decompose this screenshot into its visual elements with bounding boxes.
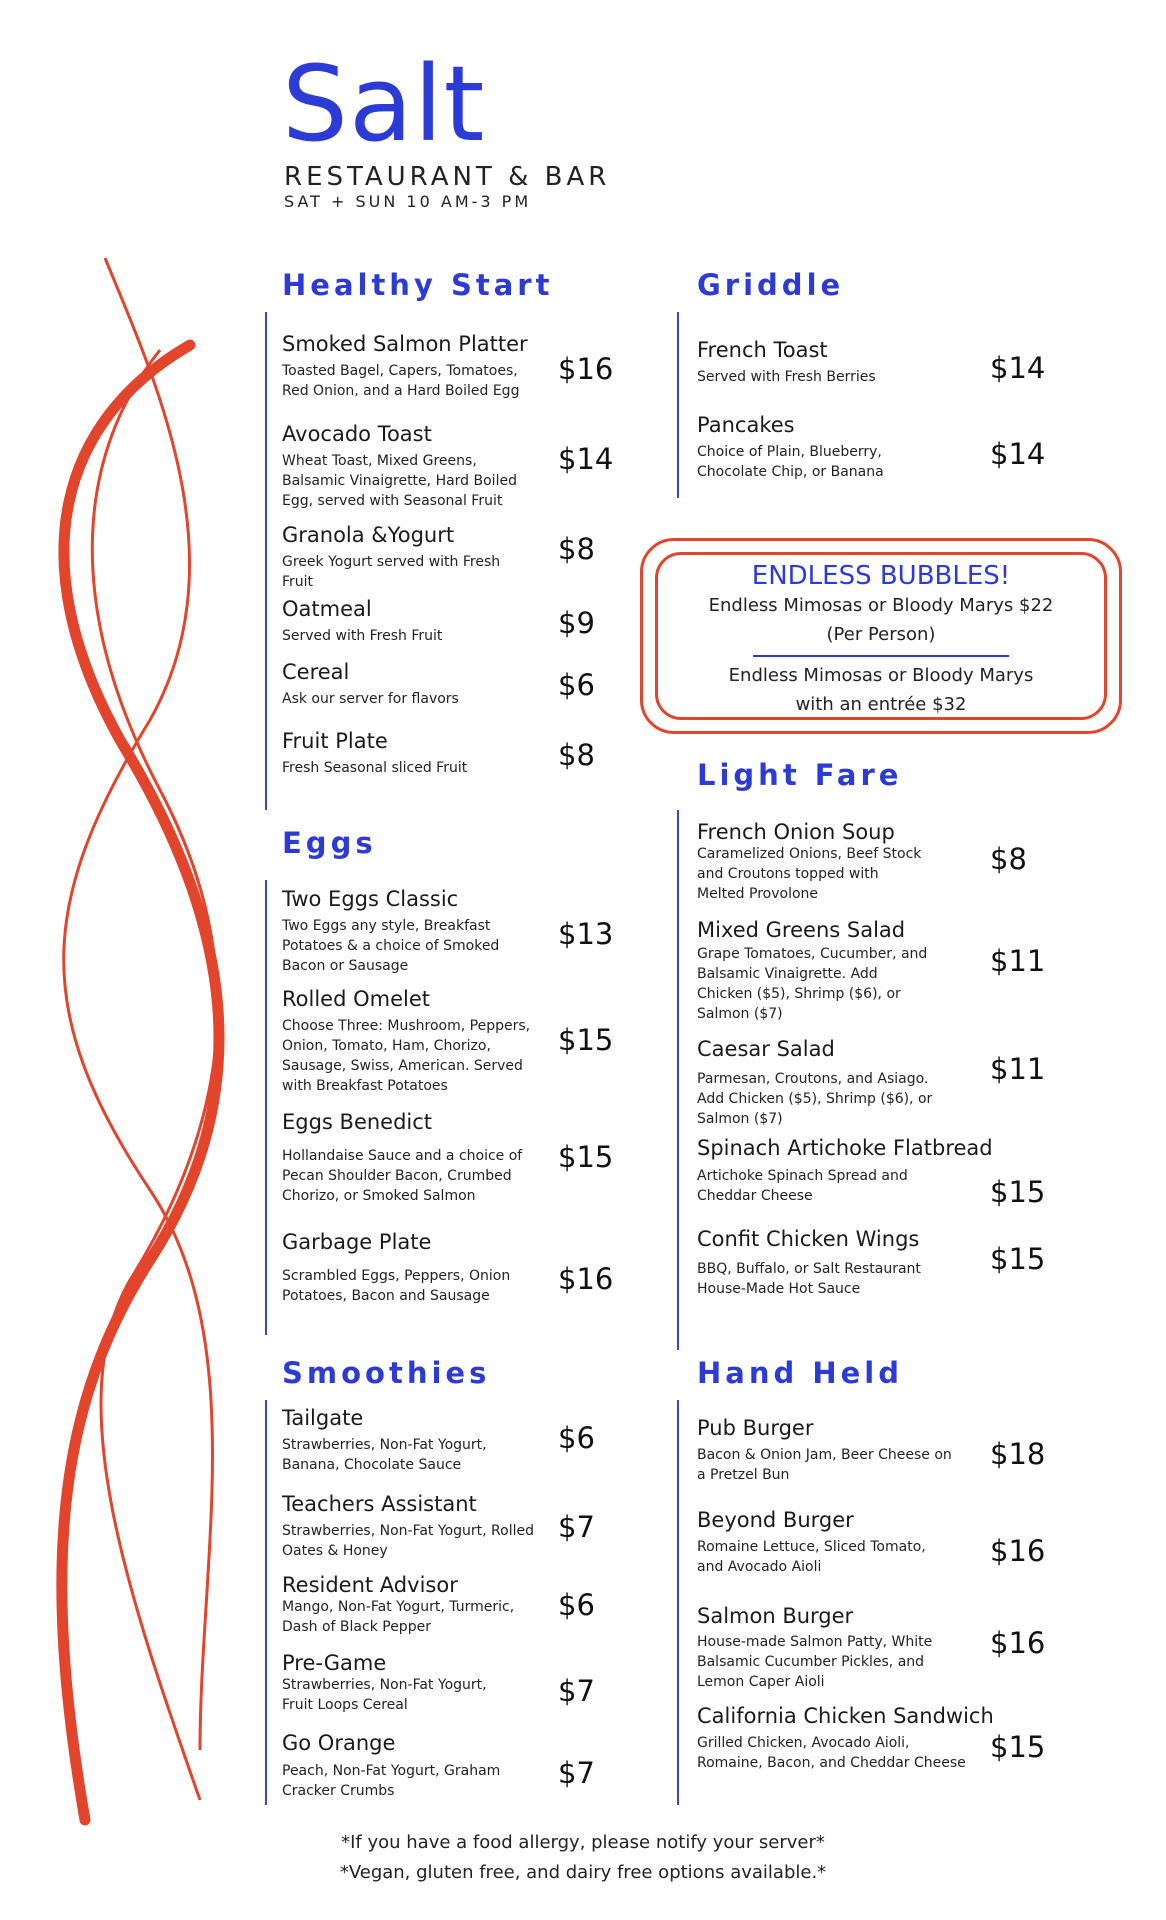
item-price: $14	[990, 437, 1046, 471]
menu-item	[282, 523, 532, 592]
restaurant-subtitle: RESTAURANT & BAR	[284, 162, 611, 192]
item-description: House-made Salmon Patty, White Balsamic Cucumber Pickles, and Lemon Caper Aioli	[697, 1634, 933, 1690]
item-name: French Toast	[697, 338, 828, 362]
item-description: Choose Three: Mushroom, Peppers, Onion, Tomato, Ham, Chorizo, Sausage, Swiss, American. Served with Breakfast Potatoes	[282, 1018, 531, 1094]
item-name: Eggs Benedict	[282, 1110, 433, 1134]
item-description: Romaine Lettuce, Sliced Tomato, and Avocado Aioli	[697, 1539, 926, 1575]
item-price: $15	[990, 1730, 1046, 1764]
item-price: $15	[558, 1023, 614, 1057]
section-title-light-fare: Light Fare	[697, 758, 903, 792]
item-price: $8	[558, 738, 595, 772]
item-price: $16	[558, 1262, 614, 1296]
item-description: Toasted Bagel, Capers, Tomatoes, Red Onion, and a Hard Boiled Egg	[282, 363, 520, 399]
item-description: Choice of Plain, Blueberry, Chocolate Chip, or Banana	[697, 444, 884, 480]
promo-box	[655, 552, 1107, 720]
item-price: $7	[558, 1674, 595, 1708]
section-title-healthy-start: Healthy Start	[282, 268, 554, 302]
section-title-griddle: Griddle	[697, 268, 845, 302]
item-description: Wheat Toast, Mixed Greens, Balsamic Vinaigrette, Hard Boiled Egg, served with Seasonal Fruit	[282, 453, 517, 509]
promo-divider	[753, 655, 1009, 657]
menu-item	[697, 1704, 997, 1773]
section-title-smoothies: Smoothies	[282, 1356, 491, 1390]
menu-item	[282, 1406, 522, 1475]
item-description: Caramelized Onions, Beef Stock and Croutons topped with Melted Provolone	[697, 846, 922, 902]
item-name: Mixed Greens Salad	[697, 918, 906, 942]
menu-item	[282, 660, 532, 709]
item-description: Parmesan, Croutons, and Asiago. Add Chicken ($5), Shrimp ($6), or Salmon ($7)	[697, 1071, 933, 1127]
item-name: Smoked Salmon Platter	[282, 332, 528, 356]
item-description: Hollandaise Sauce and a choice of Pecan Shoulder Bacon, Crumbed Chorizo, or Smoked Salmon	[282, 1148, 523, 1204]
item-name: Salmon Burger	[697, 1604, 854, 1628]
section-title-hand-held: Hand Held	[697, 1356, 903, 1390]
item-name: Pub Burger	[697, 1416, 814, 1440]
item-name: Oatmeal	[282, 597, 372, 621]
menu-item	[282, 1573, 532, 1637]
promo-line: (Per Person)	[826, 624, 936, 645]
item-description: Two Eggs any style, Breakfast Potatoes & a choice of Smoked Bacon or Sausage	[282, 918, 500, 974]
promo-line: Endless Mimosas or Bloody Marys $22	[708, 595, 1054, 616]
dietary-options-note: *Vegan, gluten free, and dairy free options available.*	[339, 1862, 827, 1883]
item-description: Bacon & Onion Jam, Beer Cheese on a Pretzel Bun	[697, 1447, 952, 1483]
item-description: Greek Yogurt served with Fresh Fruit	[282, 554, 501, 590]
menu-item	[697, 338, 957, 387]
section-divider	[677, 1400, 679, 1805]
item-name: California Chicken Sandwich	[697, 1704, 994, 1728]
item-description: Ask our server for flavors	[282, 691, 459, 707]
item-name: Avocado Toast	[282, 422, 432, 446]
restaurant-name: Salt	[282, 43, 486, 165]
menu-item	[697, 413, 897, 482]
item-description: Served with Fresh Berries	[697, 369, 876, 385]
menu-item	[282, 1651, 512, 1715]
item-price: $11	[990, 1052, 1046, 1086]
item-price: $6	[558, 1421, 595, 1455]
item-name: Fruit Plate	[282, 729, 388, 753]
ribbon-strand-1	[64, 258, 213, 1750]
section-title-eggs: Eggs	[282, 826, 377, 860]
item-price: $8	[990, 842, 1027, 876]
section-divider	[677, 810, 679, 1350]
item-price: $16	[990, 1626, 1046, 1660]
menu-item	[282, 332, 532, 401]
item-description: Fresh Seasonal sliced Fruit	[282, 760, 468, 776]
item-description: Grape Tomatoes, Cucumber, and Balsamic Vinaigrette. Add Chicken ($5), Shrimp ($6), or Salmon ($7)	[697, 946, 928, 1022]
item-description: BBQ, Buffalo, or Salt Restaurant House-Made Hot Sauce	[697, 1261, 921, 1297]
menu-item	[282, 1731, 522, 1801]
item-name: French Onion Soup	[697, 820, 895, 844]
menu-item	[697, 1416, 957, 1485]
item-name: Confit Chicken Wings	[697, 1227, 920, 1251]
menu-item	[282, 1492, 542, 1561]
item-name: Granola &Yogurt	[282, 523, 455, 547]
menu-item	[697, 1227, 937, 1299]
item-price: $14	[558, 442, 614, 476]
item-name: Pre-Game	[282, 1651, 387, 1675]
item-price: $16	[558, 352, 614, 386]
item-description: Grilled Chicken, Avocado Aioli, Romaine, Bacon, and Cheddar Cheese	[697, 1735, 966, 1771]
item-price: $15	[990, 1242, 1046, 1276]
item-description: Artichoke Spinach Spread and Cheddar Cheese	[697, 1168, 908, 1204]
item-description: Strawberries, Non-Fat Yogurt, Banana, Chocolate Sauce	[282, 1437, 487, 1473]
menu-item	[697, 1604, 937, 1692]
item-name: Resident Advisor	[282, 1573, 458, 1597]
menu-item	[697, 918, 937, 1024]
menu-item	[282, 1110, 532, 1206]
item-price: $16	[990, 1534, 1046, 1568]
item-name: Cereal	[282, 660, 350, 684]
item-price: $7	[558, 1756, 595, 1790]
section-divider	[677, 312, 679, 498]
menu-item	[282, 887, 532, 976]
item-price: $15	[558, 1140, 614, 1174]
item-description: Scrambled Eggs, Peppers, Onion Potatoes, Bacon and Sausage	[282, 1268, 511, 1304]
item-name: Caesar Salad	[697, 1037, 835, 1061]
menu-item	[282, 422, 532, 511]
ribbon-strand-2	[62, 345, 219, 1820]
item-name: Two Eggs Classic	[282, 887, 459, 911]
section-divider	[265, 312, 267, 810]
section-divider	[265, 1400, 267, 1805]
opening-hours: SAT + SUN 10 AM-3 PM	[284, 192, 532, 211]
promo-title: ENDLESS BUBBLES!	[751, 561, 1011, 591]
item-price: $18	[990, 1437, 1046, 1471]
item-description: Served with Fresh Fruit	[282, 628, 443, 644]
item-price: $6	[558, 1588, 595, 1622]
item-description: Mango, Non-Fat Yogurt, Turmeric, Dash of Black Pepper	[282, 1599, 515, 1635]
menu-item	[282, 987, 532, 1096]
ribbon-strand-3	[92, 350, 217, 1800]
item-price: $7	[558, 1510, 595, 1544]
menu-item	[697, 1508, 937, 1577]
item-name: Beyond Burger	[697, 1508, 854, 1532]
menu-item	[697, 820, 927, 904]
item-price: $14	[990, 351, 1046, 385]
item-price: $6	[558, 668, 595, 702]
item-name: Spinach Artichoke Flatbread	[697, 1136, 993, 1160]
menu-item	[282, 729, 532, 778]
item-price: $9	[558, 606, 595, 640]
item-description: Strawberries, Non-Fat Yogurt, Fruit Loops Cereal	[282, 1677, 487, 1713]
item-price: $8	[558, 532, 595, 566]
decorative-ribbon	[0, 0, 260, 1920]
item-name: Teachers Assistant	[282, 1492, 477, 1516]
item-description: Strawberries, Non-Fat Yogurt, Rolled Oates & Honey	[282, 1523, 534, 1559]
promo-line: with an entrée $32	[795, 694, 967, 715]
section-divider	[265, 880, 267, 1335]
item-name: Tailgate	[282, 1406, 364, 1430]
menu-item	[282, 597, 532, 646]
item-name: Rolled Omelet	[282, 987, 430, 1011]
item-price: $13	[558, 917, 614, 951]
item-description: Peach, Non-Fat Yogurt, Graham Cracker Crumbs	[282, 1763, 501, 1799]
item-name: Go Orange	[282, 1731, 396, 1755]
item-price: $15	[990, 1175, 1046, 1209]
item-price: $11	[990, 944, 1046, 978]
promo-line: Endless Mimosas or Bloody Marys	[728, 665, 1034, 686]
menu-item	[697, 1037, 937, 1129]
allergy-note: *If you have a food allergy, please notify your server*	[341, 1832, 825, 1853]
menu-item	[282, 1230, 532, 1306]
item-name: Pancakes	[697, 413, 795, 437]
item-name: Garbage Plate	[282, 1230, 432, 1254]
menu-item	[697, 1136, 1037, 1206]
